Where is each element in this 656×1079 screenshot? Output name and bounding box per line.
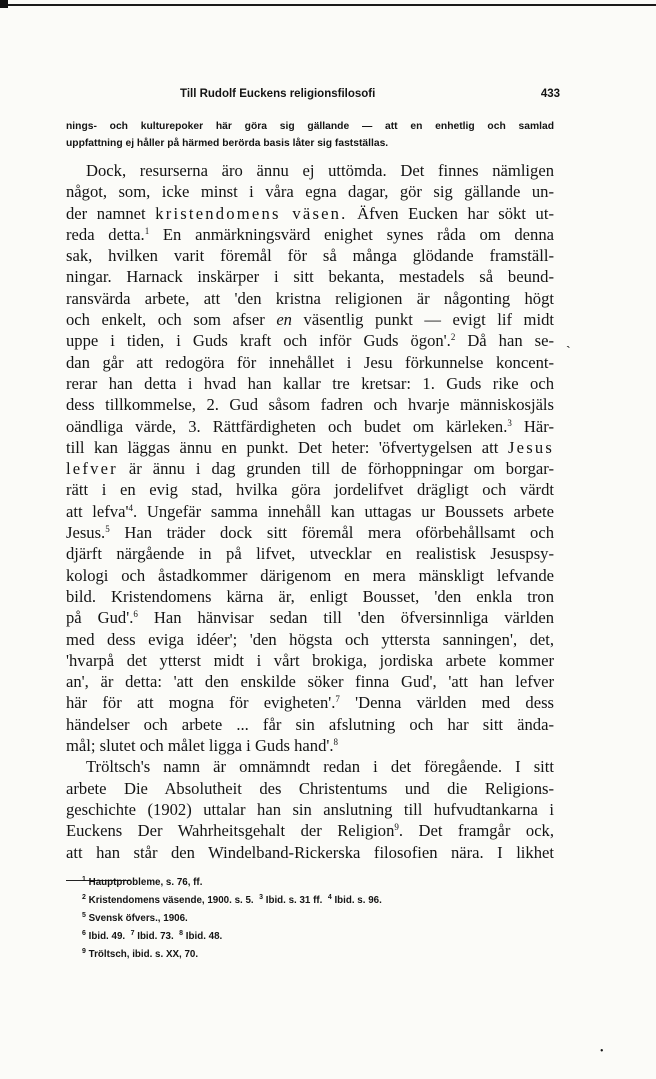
text-line: reda detta.$^1$ En anmärkningsvärd enighet synes råda om denna: [66, 224, 554, 244]
italic-word: en: [276, 310, 292, 330]
top-rule: [0, 4, 656, 6]
text-line: der namnet kristendomens väsen. Äfven Eucken har sökt ut-: [66, 203, 554, 223]
footnote-3: Ibid. s. 31 ff.: [265, 895, 323, 906]
footnote-8: Ibid. 48.: [185, 931, 223, 942]
footnote-9: Tröltsch, ibid. s. XX, 70.: [88, 949, 199, 960]
footnote-ref: 7: [335, 694, 340, 705]
footnote-ref: 4: [128, 502, 133, 513]
footnote-7: Ibid. 73.: [137, 931, 174, 942]
footnote-2: Kristendomens väsende, 1900. s. 5.: [88, 895, 254, 906]
footnote-line: $^6$ Ibid. 49. $^7$ Ibid. 73. $^8$ Ibid. 48.: [82, 930, 223, 942]
spaced-term: kristendomens väsen.: [155, 203, 348, 223]
margin-mark: ˎ: [566, 334, 571, 349]
text-line: dess tillkommelse, 2. Gud såsom fadren och hvarje människosjäls: [66, 395, 554, 415]
footnote-ref: 2: [450, 332, 456, 343]
text-line: på Gud'.$^6$ Han hänvisar sedan till 'den öfversinnliga världen: [66, 608, 555, 628]
text-line: geschichte (1902) uttalar han sin anslutning till hufvudtankarna i: [66, 799, 554, 819]
text-line: an', är detta: 'att den enskilde söker finna Gud', 'att han lefver: [66, 672, 554, 692]
text-line: med dess eviga idéer'; 'den högsta och yttersta sanningen', det,: [66, 629, 554, 649]
text-line: sak, hvilken varit föremål för så många glödande framställ-: [66, 246, 554, 266]
text-line: kologi och åstadkommer därigenom en mera mänskligt lefvande: [66, 565, 554, 585]
text-line: Dock, resurserna äro ännu ej uttömda. Det finnes nämligen: [86, 161, 554, 180]
text-line: dan går att redogöra för innehållet i Jesu förkunnelse koncent-: [66, 352, 554, 372]
text-line: till kan läggas ännu en punkt. Det heter: 'öfvertygelsen att Jesus: [66, 437, 555, 457]
text-line: uppe i tiden, i Guds kraft och inför Guds ögon'.$^2$ Då han se-: [66, 331, 554, 351]
text-line: bild. Kristendomens kärna är, enligt Bousset, 'den enkla tron: [66, 586, 554, 606]
text-line: Jesus.$^5$ Han träder dock sitt föremål mera oförbehållsamt och: [66, 523, 554, 543]
text-line: 'hvarpå det ytterst midt i vårt brokiga, jordiska arbete kommer: [66, 650, 554, 670]
page-number: 433: [540, 88, 560, 100]
running-title: Till Rudolf Euckens religionsfilosofi: [180, 88, 376, 100]
footnote-4: Ibid. s. 96.: [334, 895, 382, 906]
text-line: rätt i en evig stad, hvilka göra jordelifvet drägligt och värdt: [66, 480, 554, 500]
text-line: Euckens Der Wahrheitsgehalt der Religion$^9$. Det framgår ock,: [66, 821, 554, 841]
continuation-paragraph: [66, 118, 554, 152]
text-line: lefver är ännu i dag grunden till de förhoppningar om borgar-: [66, 459, 554, 479]
text-line: nings- och kulturepoker här göra sig gällande — att en enhetlig och samlad: [66, 121, 554, 132]
spaced-term: Jesus: [507, 437, 555, 457]
footnote-1: Hauptprobleme, s. 76, ff.: [88, 877, 203, 888]
text-line: att han står den Windelband-Rickerska filosofien nära. I likhet: [66, 842, 554, 862]
bottom-mark: •: [600, 1046, 604, 1057]
text-line: ningar. Harnack inskärper i sitt bekanta, mestadels så beund-: [66, 267, 554, 287]
page-top-border: [0, 0, 656, 10]
text-line: arbete Die Absolutheit des Christentums und die Religions-: [66, 778, 554, 798]
text-line: att $lefva'^4$. Ungefär samma innehåll kan uttagas ur Boussets arbete: [66, 501, 554, 521]
text-line: och enkelt, och som afser en väsentlig punkt — evigt lif midt: [66, 310, 554, 330]
footnote-line: $^1$ Hauptprobleme, s. 76, ff.: [82, 876, 203, 888]
footnote-6: Ibid. 49.: [88, 931, 126, 942]
text-line: här för att mogna för evigheten'.$^7$ 'Denna världen med dess: [66, 693, 554, 713]
footnote-5: Svensk öfvers., 1906.: [88, 913, 188, 924]
text-line: oändliga värde, 3. Rättfärdigheten och budet om kärleken.$^3$ Här-: [66, 416, 554, 436]
footnote-ref: 6: [133, 609, 138, 620]
footnote-ref: 1: [144, 225, 150, 236]
body-text: [66, 160, 554, 863]
footnote-line: $^5$ Svensk öfvers., 1906.: [82, 912, 188, 924]
text-line: rerar han detta i hvad han kallar tre kretsar: 1. Guds rike och: [66, 373, 554, 393]
text-line: något, som, icke minst i våra egna dagar, gör sig gällande un-: [66, 182, 554, 202]
text-line: uppfattning ej håller på härmed berörda basis låter sig fastställas.: [66, 138, 389, 149]
top-left-notch: [0, 0, 8, 8]
footnote-line: $^9$ Tröltsch, ibid. s. XX, 70.: [82, 948, 199, 960]
text-line: ransvärda arbete, att 'den kristna religionen är någonting högt: [66, 288, 554, 308]
running-header: [108, 88, 576, 106]
text-line: händelser och arbete ... får sin afslutning och har sitt ända-: [66, 714, 554, 734]
spaced-term: lefver: [66, 459, 118, 479]
footnote-ref: 8: [333, 737, 339, 748]
footnote-ref: 3: [507, 417, 512, 428]
text-line: djärft närgående in på lifvet, utvecklar en realistisk Jesuspsy-: [66, 544, 554, 564]
text-line: mål; slutet och målet ligga i Guds hand'.$^8$: [66, 736, 339, 756]
footnote-line: $^2$ Kristendomens väsende, 1900. s. 5. $^3$ Ibid. s. 31 ff. $^4$ Ibid. s. 96.: [82, 894, 382, 906]
footnote-ref: 9: [394, 822, 399, 833]
text-line: Tröltsch's namn är omnämndt redan i det föregående. I sitt: [86, 757, 554, 777]
footnote-ref: 5: [105, 524, 110, 535]
